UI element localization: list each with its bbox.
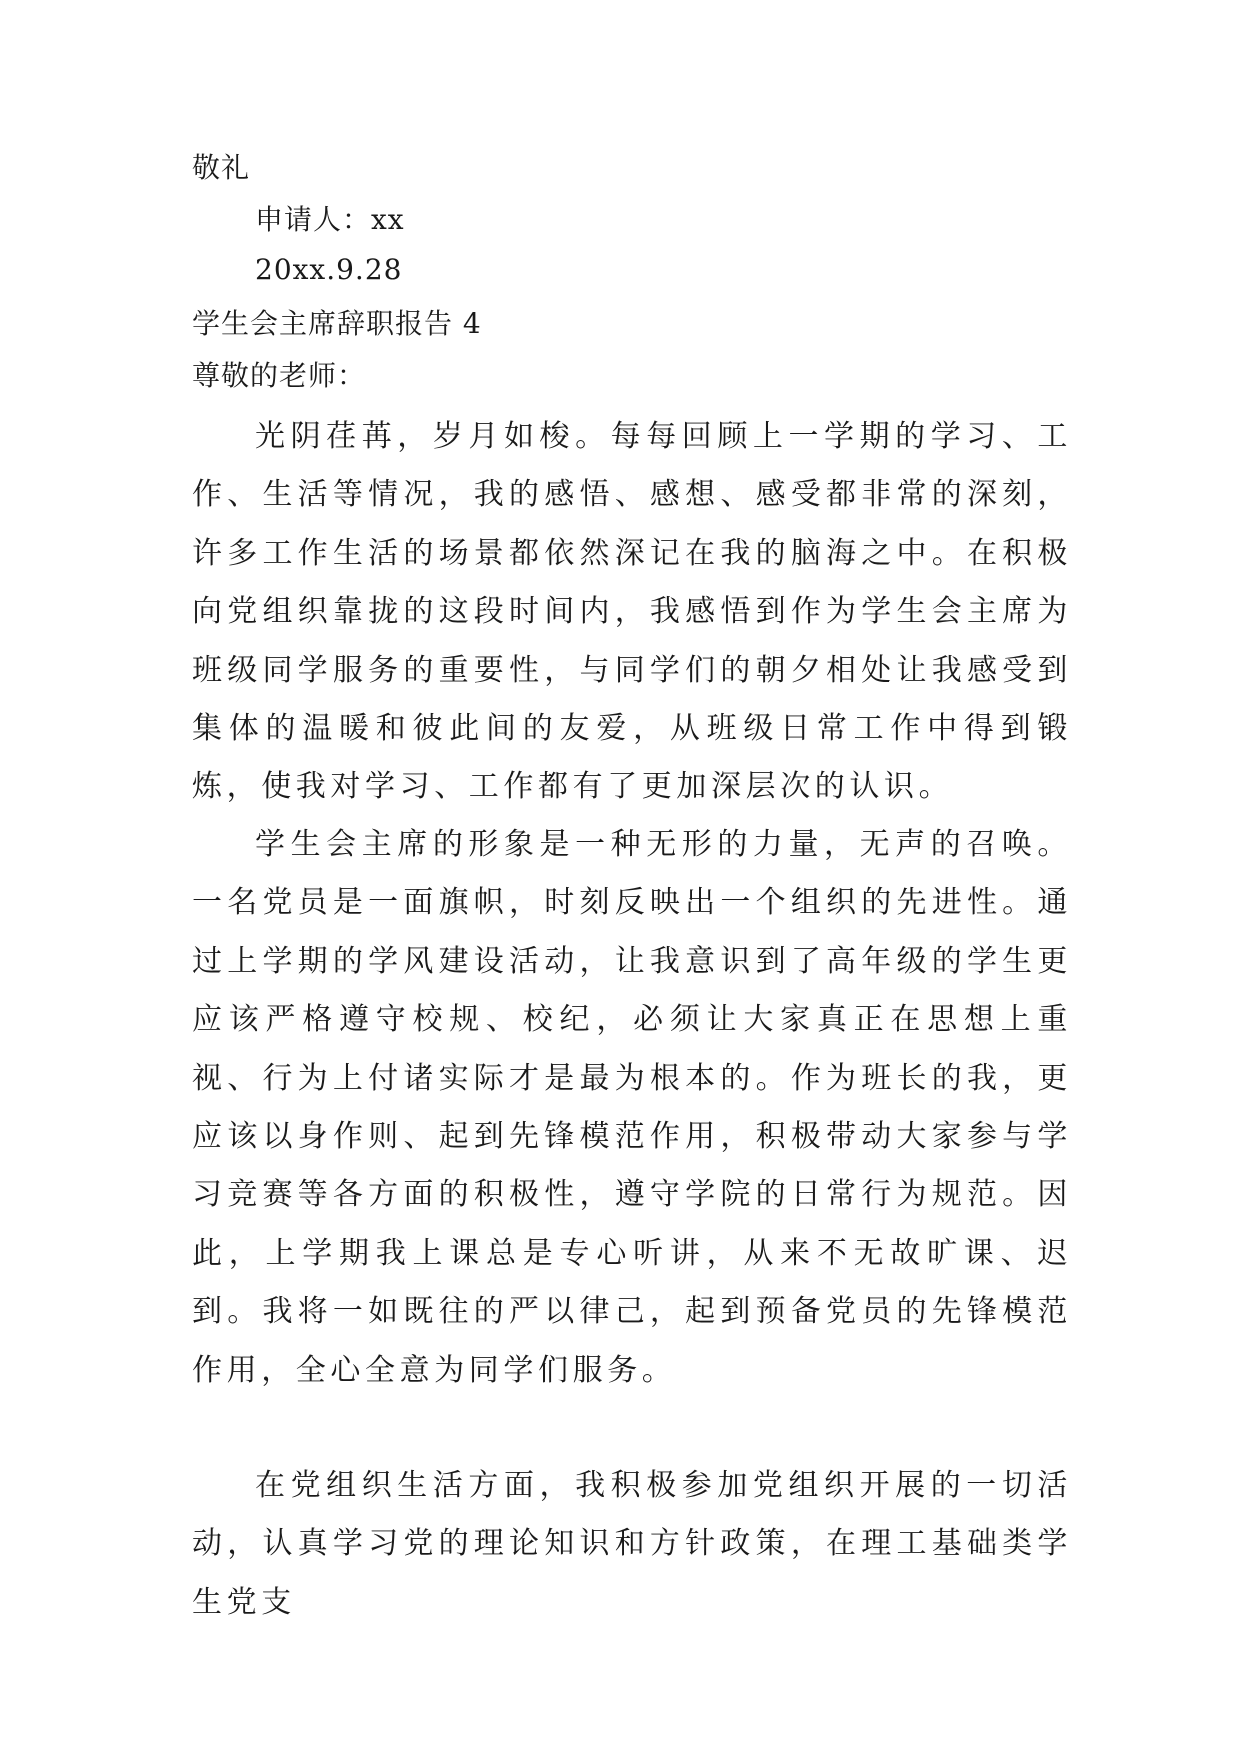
report-heading: 学生会主席辞职报告 4 — [192, 307, 482, 340]
date-line: 20xx.9.28 — [255, 253, 403, 286]
applicant-line: 申请人：xx — [255, 203, 405, 236]
closing-text: 敬礼 — [192, 151, 251, 184]
body-paragraph-3: 在党组织生活方面，我积极参加党组织开展的一切活动，认真学习党的理论知识和方针政策，在理工基础类学生党支 — [192, 1468, 1072, 1620]
body-paragraph-1: 光阴荏苒，岁月如梭。每每回顾上一学期的学习、工作、生活等情况，我的感悟、感想、感受都非常的深刻，许多工作生活的场景都依然深记在我的脑海之中。在积极向党组织靠拢的这段时间内，我感悟到作为学生会主席为班级同学服务的重要性，与同学们的朝夕相处让我感受到集体的温暖和彼此间的友爱，从班级日常工作中得到锻炼，使我对学习、工作都有了更加深层次的认识。 — [192, 419, 1072, 805]
salutation: 尊敬的老师： — [192, 359, 367, 392]
body-paragraph-2: 学生会主席的形象是一种无形的力量，无声的召唤。一名党员是一面旗帜，时刻反映出一个组织的先进性。通过上学期的学风建设活动，让我意识到了高年级的学生更应该严格遵守校规、校纪，必须让大家真正在思想上重视、行为上付诸实际才是最为根本的。作为班长的我，更应该以身作则、起到先锋模范作用，积极带动大家参与学习竞赛等各方面的积极性，遵守学院的日常行为规范。因此，上学期我上课总是专心听讲，从来不无故旷课、迟到。我将一如既往的严以律己，起到预备党员的先锋模范作用，全心全意为同学们服务。 — [192, 827, 1072, 1388]
